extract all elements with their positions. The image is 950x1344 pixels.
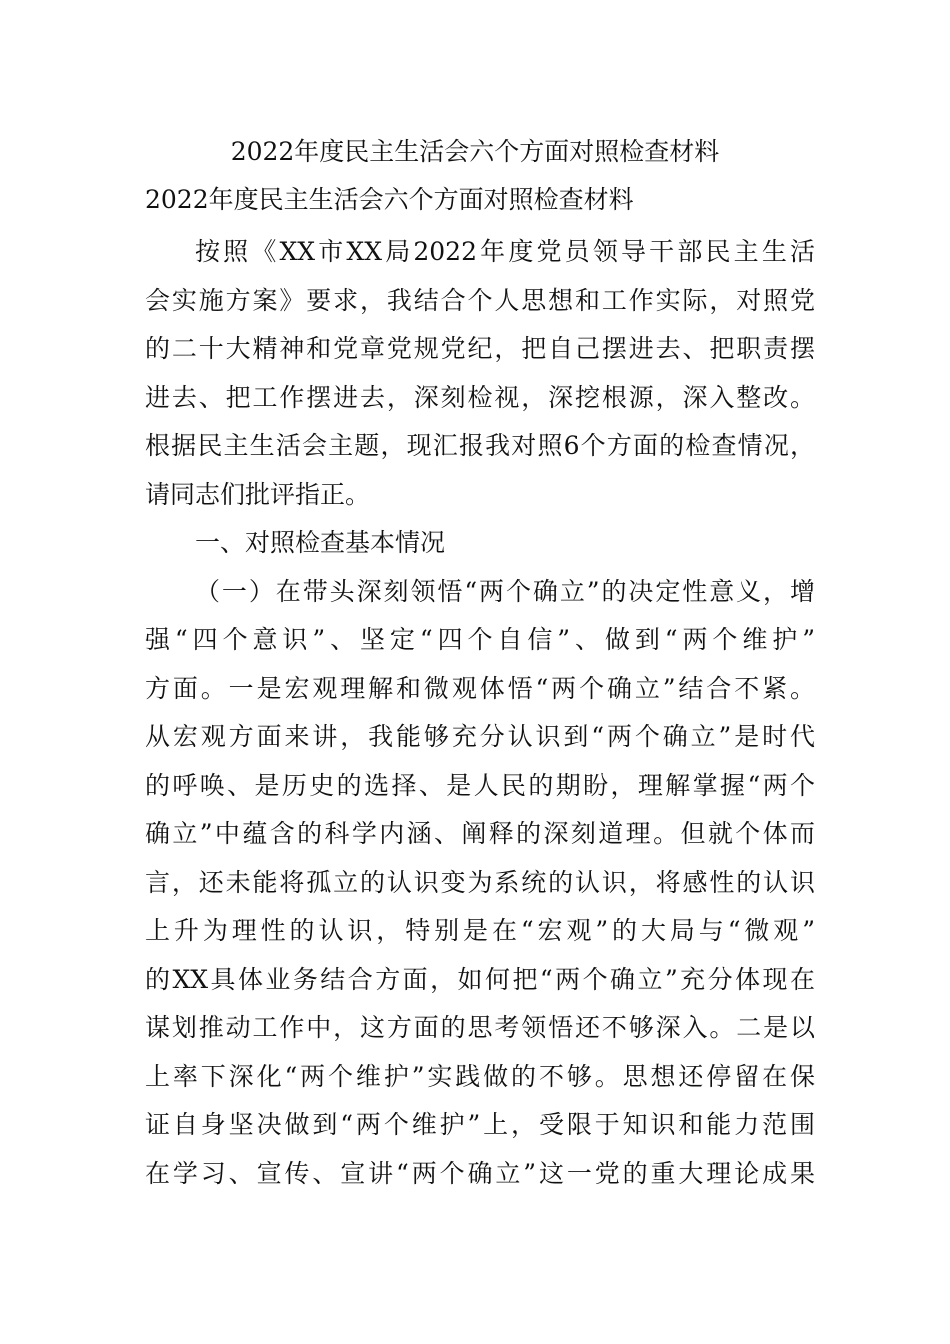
paragraph-line: 谋划推动工作中，这方面的思考领悟还不够深入。二是以 <box>145 1013 815 1042</box>
paragraph-line: 按照《XX市XX局2022年度党员领导干部民主生活 <box>195 237 815 266</box>
document-title-centered: 2022年度民主生活会六个方面对照检查材料 <box>230 137 720 166</box>
paragraph-line: 强“四个意识”、坚定“四个自信”、做到“两个维护” <box>145 625 815 654</box>
paragraph-line: 在学习、宣传、宣讲“两个确立”这一党的重大理论成果 <box>145 1158 815 1188</box>
document-body <box>145 228 815 1198</box>
paragraph-line: （一）在带头深刻领悟“两个确立”的决定性意义，增 <box>195 576 815 606</box>
paragraph-line: 的呼唤、是历史的选择、是人民的期盼，理解掌握“两个 <box>145 770 815 800</box>
paragraph-line: 方面。一是宏观理解和微观体悟“两个确立”结合不紧。 <box>145 673 815 703</box>
paragraph-line: 请同志们批评指正。 <box>145 479 371 509</box>
paragraph-line: 的二十大精神和党章党规党纪，把自己摆进去、把职责摆 <box>145 334 815 363</box>
paragraph-line: 从宏观方面来讲，我能够充分认识到“两个确立”是时代 <box>145 722 815 751</box>
paragraph-line: 根据民主生活会主题，现汇报我对照6个方面的检查情况， <box>145 431 815 460</box>
paragraph-line: 确立”中蕴含的科学内涵、阐释的深刻道理。但就个体而 <box>145 819 815 848</box>
document-title-left: 2022年度民主生活会六个方面对照检查材料 <box>145 185 634 214</box>
paragraph-line: 证自身坚决做到“两个维护”上，受限于知识和能力范围 <box>145 1110 815 1139</box>
paragraph-line: 上升为理性的认识，特别是在“宏观”的大局与“微观” <box>145 916 815 945</box>
paragraph-line: 上率下深化“两个维护”实践做的不够。思想还停留在保 <box>145 1061 815 1091</box>
section-heading: 一、对照检查基本情况 <box>195 528 446 557</box>
paragraph-line: 的XX具体业务结合方面，如何把“两个确立”充分体现在 <box>145 964 815 994</box>
paragraph-line: 会实施方案》要求，我结合个人思想和工作实际，对照党 <box>145 285 815 315</box>
paragraph-line: 言，还未能将孤立的认识变为系统的认识，将感性的认识 <box>145 867 815 897</box>
paragraph-line: 进去、把工作摆进去，深刻检视，深挖根源，深入整改。 <box>145 382 815 412</box>
